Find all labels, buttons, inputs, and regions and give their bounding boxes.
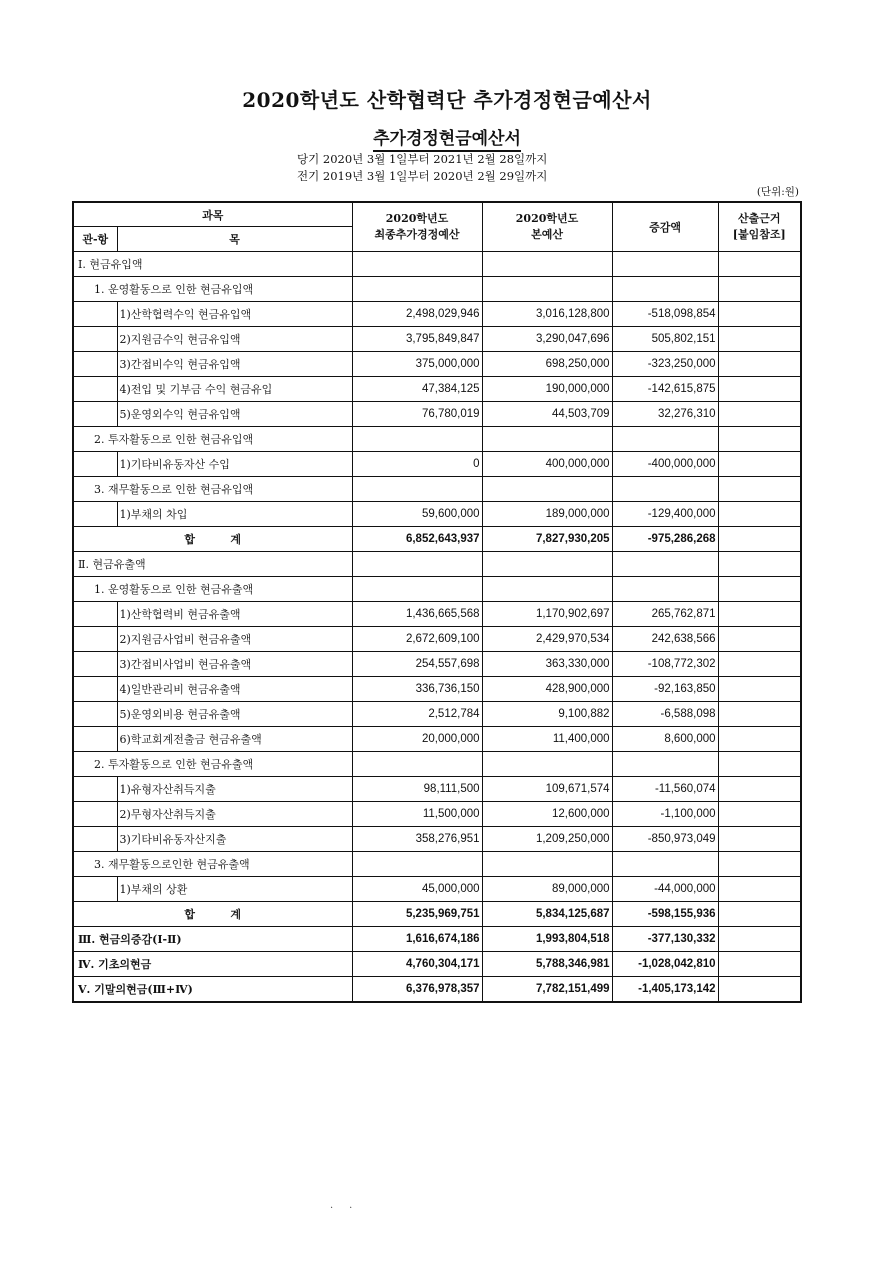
table-row <box>73 302 801 327</box>
value-final-budget: 3,795,849,847 <box>352 327 482 352</box>
value-change: -1,100,000 <box>612 802 718 827</box>
indent-cell <box>73 352 117 377</box>
basis-cell <box>718 352 801 377</box>
basis-cell <box>718 652 801 677</box>
table-row <box>73 952 801 977</box>
basis-cell <box>718 402 801 427</box>
empty-cell <box>482 427 612 452</box>
basis-cell <box>718 527 801 552</box>
item-label: 3)간접비사업비 현금유출액 <box>117 652 352 677</box>
empty-cell <box>612 577 718 602</box>
basis-cell <box>718 602 801 627</box>
value-final-budget: 5,235,969,751 <box>352 902 482 927</box>
item-label: 2)지원금수익 현금유입액 <box>117 327 352 352</box>
cash-budget-table <box>72 201 802 1003</box>
table-row <box>73 752 801 777</box>
period-prior: 전기 2019년 3월 1일부터 2020년 2월 29일까지 <box>297 169 548 183</box>
subsection-label: 3. 재무활동으로인한 현금유출액 <box>73 852 352 877</box>
value-main-budget: 190,000,000 <box>482 377 612 402</box>
value-main-budget: 400,000,000 <box>482 452 612 477</box>
empty-cell <box>612 277 718 302</box>
table-row <box>73 477 801 502</box>
document-title: 2020학년도 산학협력단 추가경정현금예산서 <box>242 88 652 112</box>
empty-cell <box>612 427 718 452</box>
table-row <box>73 877 801 902</box>
item-label: 1)산학협력수익 현금유입액 <box>117 302 352 327</box>
basis-cell <box>718 502 801 527</box>
basis-cell <box>718 677 801 702</box>
value-final-budget: 375,000,000 <box>352 352 482 377</box>
header-gwan-hang: 관-항 <box>73 227 117 252</box>
table-row <box>73 927 801 952</box>
table-row <box>73 977 801 1003</box>
empty-cell <box>482 252 612 277</box>
value-change: -11,560,074 <box>612 777 718 802</box>
table-row <box>73 602 801 627</box>
table-row <box>73 527 801 552</box>
empty-cell <box>352 752 482 777</box>
value-main-budget: 189,000,000 <box>482 502 612 527</box>
basis-cell <box>718 877 801 902</box>
total-label: Ⅴ. 기말의현금(Ⅲ+Ⅳ) <box>73 977 352 1003</box>
period-current: 당기 2020년 3월 1일부터 2021년 2월 28일까지 <box>297 152 548 166</box>
basis-cell <box>718 977 801 1003</box>
subsection-label: 2. 투자활동으로 인한 현금유입액 <box>73 427 352 452</box>
basis-cell <box>718 777 801 802</box>
section-label: Ⅱ. 현금유출액 <box>73 552 352 577</box>
value-change: -518,098,854 <box>612 302 718 327</box>
table-row <box>73 902 801 927</box>
value-main-budget: 1,993,804,518 <box>482 927 612 952</box>
table-row <box>73 277 801 302</box>
value-change: 505,802,151 <box>612 327 718 352</box>
header-subject: 과목 <box>73 202 352 227</box>
value-change: -44,000,000 <box>612 877 718 902</box>
value-final-budget: 2,672,609,100 <box>352 627 482 652</box>
value-change: 8,600,000 <box>612 727 718 752</box>
value-final-budget: 45,000,000 <box>352 877 482 902</box>
basis-cell <box>718 952 801 977</box>
table-row <box>73 352 801 377</box>
subsection-label: 3. 재무활동으로 인한 현금유입액 <box>73 477 352 502</box>
indent-cell <box>73 327 117 352</box>
value-change: -1,405,173,142 <box>612 977 718 1003</box>
indent-cell <box>73 677 117 702</box>
table-row <box>73 702 801 727</box>
section-label: Ⅰ. 현금유입액 <box>73 252 352 277</box>
sum-label-part: 계 <box>230 908 242 921</box>
empty-cell <box>482 552 612 577</box>
total-label: Ⅲ. 현금의증감(Ⅰ-Ⅱ) <box>73 927 352 952</box>
basis-cell <box>718 302 801 327</box>
value-main-budget: 5,788,346,981 <box>482 952 612 977</box>
value-change: -142,615,875 <box>612 377 718 402</box>
indent-cell <box>73 402 117 427</box>
indent-cell <box>73 827 117 852</box>
empty-cell <box>718 277 801 302</box>
value-final-budget: 2,498,029,946 <box>352 302 482 327</box>
value-change: -323,250,000 <box>612 352 718 377</box>
value-change: 265,762,871 <box>612 602 718 627</box>
empty-cell <box>718 477 801 502</box>
empty-cell <box>718 427 801 452</box>
subsection-label: 2. 투자활동으로 인한 현금유출액 <box>73 752 352 777</box>
item-label: 4)일반관리비 현금유출액 <box>117 677 352 702</box>
value-main-budget: 3,016,128,800 <box>482 302 612 327</box>
indent-cell <box>73 702 117 727</box>
basis-cell <box>718 727 801 752</box>
value-change: -598,155,936 <box>612 902 718 927</box>
value-main-budget: 5,834,125,687 <box>482 902 612 927</box>
indent-cell <box>73 777 117 802</box>
value-main-budget: 363,330,000 <box>482 652 612 677</box>
table-row <box>73 377 801 402</box>
item-label: 6)학교회계전출금 현금유출액 <box>117 727 352 752</box>
unit-label: (단위:원) <box>756 186 799 198</box>
empty-cell <box>612 477 718 502</box>
empty-cell <box>612 252 718 277</box>
basis-cell <box>718 927 801 952</box>
item-label: 4)전입 및 기부금 수익 현금유입 <box>117 377 352 402</box>
empty-cell <box>352 852 482 877</box>
sum-label-part: 합 <box>184 533 196 546</box>
value-main-budget: 2,429,970,534 <box>482 627 612 652</box>
table-row <box>73 727 801 752</box>
value-change: -6,588,098 <box>612 702 718 727</box>
indent-cell <box>73 377 117 402</box>
indent-cell <box>73 877 117 902</box>
total-label: Ⅳ. 기초의현금 <box>73 952 352 977</box>
item-label: 3)간접비수익 현금유입액 <box>117 352 352 377</box>
value-main-budget: 698,250,000 <box>482 352 612 377</box>
empty-cell <box>352 427 482 452</box>
table-row <box>73 577 801 602</box>
indent-cell <box>73 652 117 677</box>
value-main-budget: 89,000,000 <box>482 877 612 902</box>
table-row <box>73 677 801 702</box>
value-main-budget: 7,827,930,205 <box>482 527 612 552</box>
empty-cell <box>718 552 801 577</box>
header-change: 증감액 <box>612 202 718 252</box>
empty-cell <box>482 277 612 302</box>
basis-cell <box>718 827 801 852</box>
basis-cell <box>718 452 801 477</box>
value-main-budget: 3,290,047,696 <box>482 327 612 352</box>
empty-cell <box>352 477 482 502</box>
empty-cell <box>718 852 801 877</box>
value-final-budget: 98,111,500 <box>352 777 482 802</box>
basis-cell <box>718 327 801 352</box>
sum-label <box>73 527 352 552</box>
value-final-budget: 336,736,150 <box>352 677 482 702</box>
empty-cell <box>352 577 482 602</box>
item-label: 1)부채의 상환 <box>117 877 352 902</box>
table-row <box>73 502 801 527</box>
value-change: -975,286,268 <box>612 527 718 552</box>
header-row-1 <box>73 202 801 227</box>
sum-label-part: 합 <box>184 908 196 921</box>
scan-artifact: · · <box>330 1203 353 1214</box>
value-change: 32,276,310 <box>612 402 718 427</box>
value-change: -400,000,000 <box>612 452 718 477</box>
empty-cell <box>718 252 801 277</box>
value-final-budget: 20,000,000 <box>352 727 482 752</box>
empty-cell <box>612 752 718 777</box>
value-main-budget: 109,671,574 <box>482 777 612 802</box>
document-subtitle: 추가경정현금예산서 <box>0 124 894 149</box>
value-change: -1,028,042,810 <box>612 952 718 977</box>
empty-cell <box>482 577 612 602</box>
indent-cell <box>73 302 117 327</box>
item-label: 1)기타비유동자산 수입 <box>117 452 352 477</box>
value-final-budget: 1,616,674,186 <box>352 927 482 952</box>
table-row <box>73 402 801 427</box>
basis-cell <box>718 627 801 652</box>
value-final-budget: 47,384,125 <box>352 377 482 402</box>
table-row <box>73 827 801 852</box>
empty-cell <box>718 752 801 777</box>
basis-cell <box>718 377 801 402</box>
item-label: 5)운영외비용 현금유출액 <box>117 702 352 727</box>
item-label: 2)지원금사업비 현금유출액 <box>117 627 352 652</box>
indent-cell <box>73 502 117 527</box>
basis-cell <box>718 802 801 827</box>
indent-cell <box>73 452 117 477</box>
table-row <box>73 627 801 652</box>
value-final-budget: 6,852,643,937 <box>352 527 482 552</box>
item-label: 1)부채의 차입 <box>117 502 352 527</box>
empty-cell <box>612 852 718 877</box>
item-label: 5)운영외수익 현금유입액 <box>117 402 352 427</box>
indent-cell <box>73 602 117 627</box>
sum-label-part: 계 <box>230 533 242 546</box>
empty-cell <box>352 552 482 577</box>
basis-cell <box>718 902 801 927</box>
value-final-budget: 1,436,665,568 <box>352 602 482 627</box>
value-change: -129,400,000 <box>612 502 718 527</box>
value-change: -377,130,332 <box>612 927 718 952</box>
header-final-budget: 2020학년도 최종추가경정예산 <box>352 202 482 252</box>
table-row <box>73 777 801 802</box>
value-main-budget: 11,400,000 <box>482 727 612 752</box>
value-final-budget: 59,600,000 <box>352 502 482 527</box>
table-row <box>73 327 801 352</box>
value-change: -92,163,850 <box>612 677 718 702</box>
subsection-label: 1. 운영활동으로 인한 현금유출액 <box>73 577 352 602</box>
value-final-budget: 76,780,019 <box>352 402 482 427</box>
basis-cell <box>718 702 801 727</box>
value-change: 242,638,566 <box>612 627 718 652</box>
subsection-label: 1. 운영활동으로 인한 현금유입액 <box>73 277 352 302</box>
header-mok: 목 <box>117 227 352 252</box>
indent-cell <box>73 627 117 652</box>
indent-cell <box>73 802 117 827</box>
sum-label <box>73 902 352 927</box>
table-row <box>73 652 801 677</box>
empty-cell <box>612 552 718 577</box>
table-row <box>73 802 801 827</box>
value-change: -108,772,302 <box>612 652 718 677</box>
indent-cell <box>73 727 117 752</box>
value-final-budget: 11,500,000 <box>352 802 482 827</box>
value-main-budget: 1,209,250,000 <box>482 827 612 852</box>
value-change: -850,973,049 <box>612 827 718 852</box>
value-final-budget: 2,512,784 <box>352 702 482 727</box>
value-main-budget: 7,782,151,499 <box>482 977 612 1003</box>
value-main-budget: 9,100,882 <box>482 702 612 727</box>
value-final-budget: 254,557,698 <box>352 652 482 677</box>
value-main-budget: 428,900,000 <box>482 677 612 702</box>
item-label: 1)유형자산취득지출 <box>117 777 352 802</box>
empty-cell <box>352 252 482 277</box>
value-main-budget: 44,503,709 <box>482 402 612 427</box>
value-final-budget: 358,276,951 <box>352 827 482 852</box>
value-main-budget: 12,600,000 <box>482 802 612 827</box>
empty-cell <box>482 852 612 877</box>
table-row <box>73 852 801 877</box>
item-label: 1)산학협력비 현금유출액 <box>117 602 352 627</box>
table-row <box>73 552 801 577</box>
item-label: 2)무형자산취득지출 <box>117 802 352 827</box>
empty-cell <box>482 752 612 777</box>
table-row <box>73 427 801 452</box>
empty-cell <box>718 577 801 602</box>
table-row <box>73 252 801 277</box>
value-final-budget: 4,760,304,171 <box>352 952 482 977</box>
value-main-budget: 1,170,902,697 <box>482 602 612 627</box>
header-basis: 산출근거 [붙임참조] <box>718 202 801 252</box>
empty-cell <box>352 277 482 302</box>
table-row <box>73 452 801 477</box>
value-final-budget: 6,376,978,357 <box>352 977 482 1003</box>
empty-cell <box>482 477 612 502</box>
header-main-budget: 2020학년도 본예산 <box>482 202 612 252</box>
value-final-budget: 0 <box>352 452 482 477</box>
item-label: 3)기타비유동자산지출 <box>117 827 352 852</box>
